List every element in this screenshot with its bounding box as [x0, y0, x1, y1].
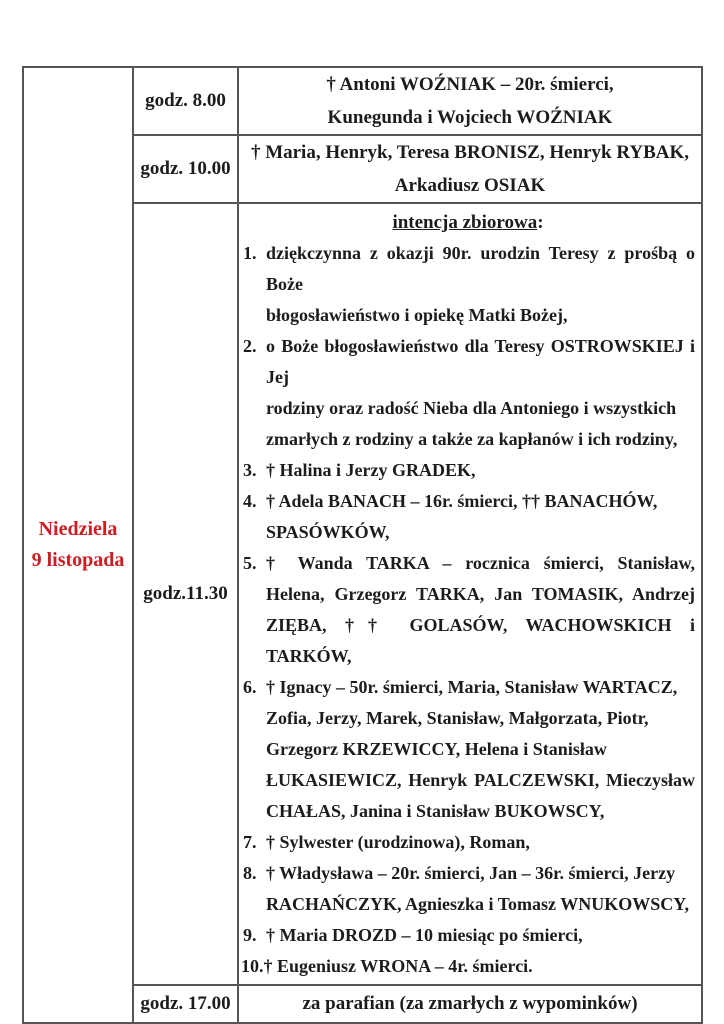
- intention-item: [241, 455, 695, 486]
- intention-line: Helena, Grzegorz TARKA, Jan TOMASIK, Andrzej: [266, 584, 695, 604]
- intention-line: † Eugeniusz WRONA – 4r. śmierci.: [263, 956, 533, 976]
- intention-item: [241, 672, 695, 827]
- item-number: 8.: [243, 863, 257, 883]
- mass-time: godz. 10.00: [140, 158, 231, 179]
- intention-item: [241, 920, 695, 951]
- item-number: 5.: [243, 553, 257, 573]
- intention-line: Arkadiusz OSIAK: [394, 175, 546, 196]
- collective-intention-header: intencja zbiorowa:: [392, 212, 544, 233]
- intention-line: ŁUKASIEWICZ, Henryk PALCZEWSKI, Mieczysław: [266, 770, 695, 790]
- intention-item: [241, 858, 695, 920]
- weekday-label: Niedziela: [38, 518, 118, 540]
- item-number: 10.: [241, 956, 264, 976]
- date-label: 9 listopada: [31, 549, 125, 571]
- mass-time: godz.11.30: [143, 583, 228, 604]
- table-row: [23, 67, 702, 135]
- intention-line: błogosławieństwo i opiekę Matki Bożej,: [266, 305, 568, 325]
- intention-line: TARKÓW,: [266, 646, 352, 666]
- intention-line: CHAŁAS, Janina i Stanisław BUKOWSCY,: [266, 801, 605, 821]
- intention-line: ZIĘBA, †† GOLASÓW, WACHOWSKICH i: [266, 615, 695, 635]
- intention-line: Zofia, Jerzy, Marek, Stanisław, Małgorzata, Piotr,: [266, 708, 649, 728]
- intention-cell-17: [238, 985, 702, 1023]
- item-number: 7.: [243, 832, 257, 852]
- date-cell: [23, 67, 133, 1023]
- intention-cell-10: [238, 135, 702, 203]
- intention-line: rodziny oraz radość Nieba dla Antoniego i wszystkich: [266, 398, 677, 418]
- intention-line: † Ignacy – 50r. śmierci, Maria, Stanisław WARTACZ,: [266, 677, 678, 697]
- intention-line: Kunegunda i Wojciech WOŹNIAK: [327, 107, 613, 128]
- intention-line: RACHAŃCZYK, Agnieszka i Tomasz WNUKOWSCY,: [266, 894, 690, 914]
- intention-line: † Władysława – 20r. śmierci, Jan – 36r. śmierci, Jerzy: [266, 863, 676, 883]
- time-cell-1130: [133, 203, 238, 985]
- intention-item: [241, 331, 695, 455]
- intention-line: † Sylwester (urodzinowa), Roman,: [266, 832, 530, 852]
- intention-line: zmarłych z rodziny a także za kapłanów i ich rodziny,: [266, 429, 678, 449]
- intention-line: o Boże błogosławieństwo dla Teresy OSTROWSKIEJ i Jej: [266, 336, 695, 387]
- intention-line: SPASÓWKÓW,: [266, 522, 390, 542]
- intention-line: † Halina i Jerzy GRADEK,: [266, 460, 476, 480]
- intention-cell-8: [238, 67, 702, 135]
- time-cell-8: [133, 67, 238, 135]
- intention-line: dziękczynna z okazji 90r. urodzin Teresy z prośbą o Boże: [266, 243, 695, 294]
- intention-item: [241, 486, 695, 548]
- intention-line: Grzegorz KRZEWICCY, Helena i Stanisław: [266, 739, 607, 759]
- item-number: 3.: [243, 460, 257, 480]
- mass-time: godz. 8.00: [145, 90, 226, 111]
- item-number: 2.: [243, 336, 257, 356]
- intention-line: † Wanda TARKA – rocznica śmierci, Stanisław,: [266, 553, 695, 573]
- intention-line: za parafian (za zmarłych z wypominków): [302, 993, 638, 1014]
- item-number: 6.: [243, 677, 257, 697]
- item-number: 9.: [243, 925, 257, 945]
- item-number: 4.: [243, 491, 257, 511]
- intention-line: † Maria, Henryk, Teresa BRONISZ, Henryk RYBAK,: [250, 142, 690, 163]
- mass-schedule-table: [22, 66, 703, 1024]
- intention-cell-1130: [238, 203, 702, 985]
- mass-time: godz. 17.00: [140, 993, 231, 1014]
- intention-item: [241, 827, 695, 858]
- time-cell-10: [133, 135, 238, 203]
- item-number: 1.: [243, 243, 257, 263]
- time-cell-17: [133, 985, 238, 1023]
- intention-line: † Adela BANACH – 16r. śmierci, †† BANACHÓW,: [266, 491, 658, 511]
- intention-item: [241, 951, 695, 982]
- intention-line: † Maria DROZD – 10 miesiąc po śmierci,: [266, 925, 583, 945]
- intention-item: [241, 548, 695, 672]
- intention-line: † Antoni WOŹNIAK – 20r. śmierci,: [326, 74, 614, 95]
- intention-item: [241, 238, 695, 331]
